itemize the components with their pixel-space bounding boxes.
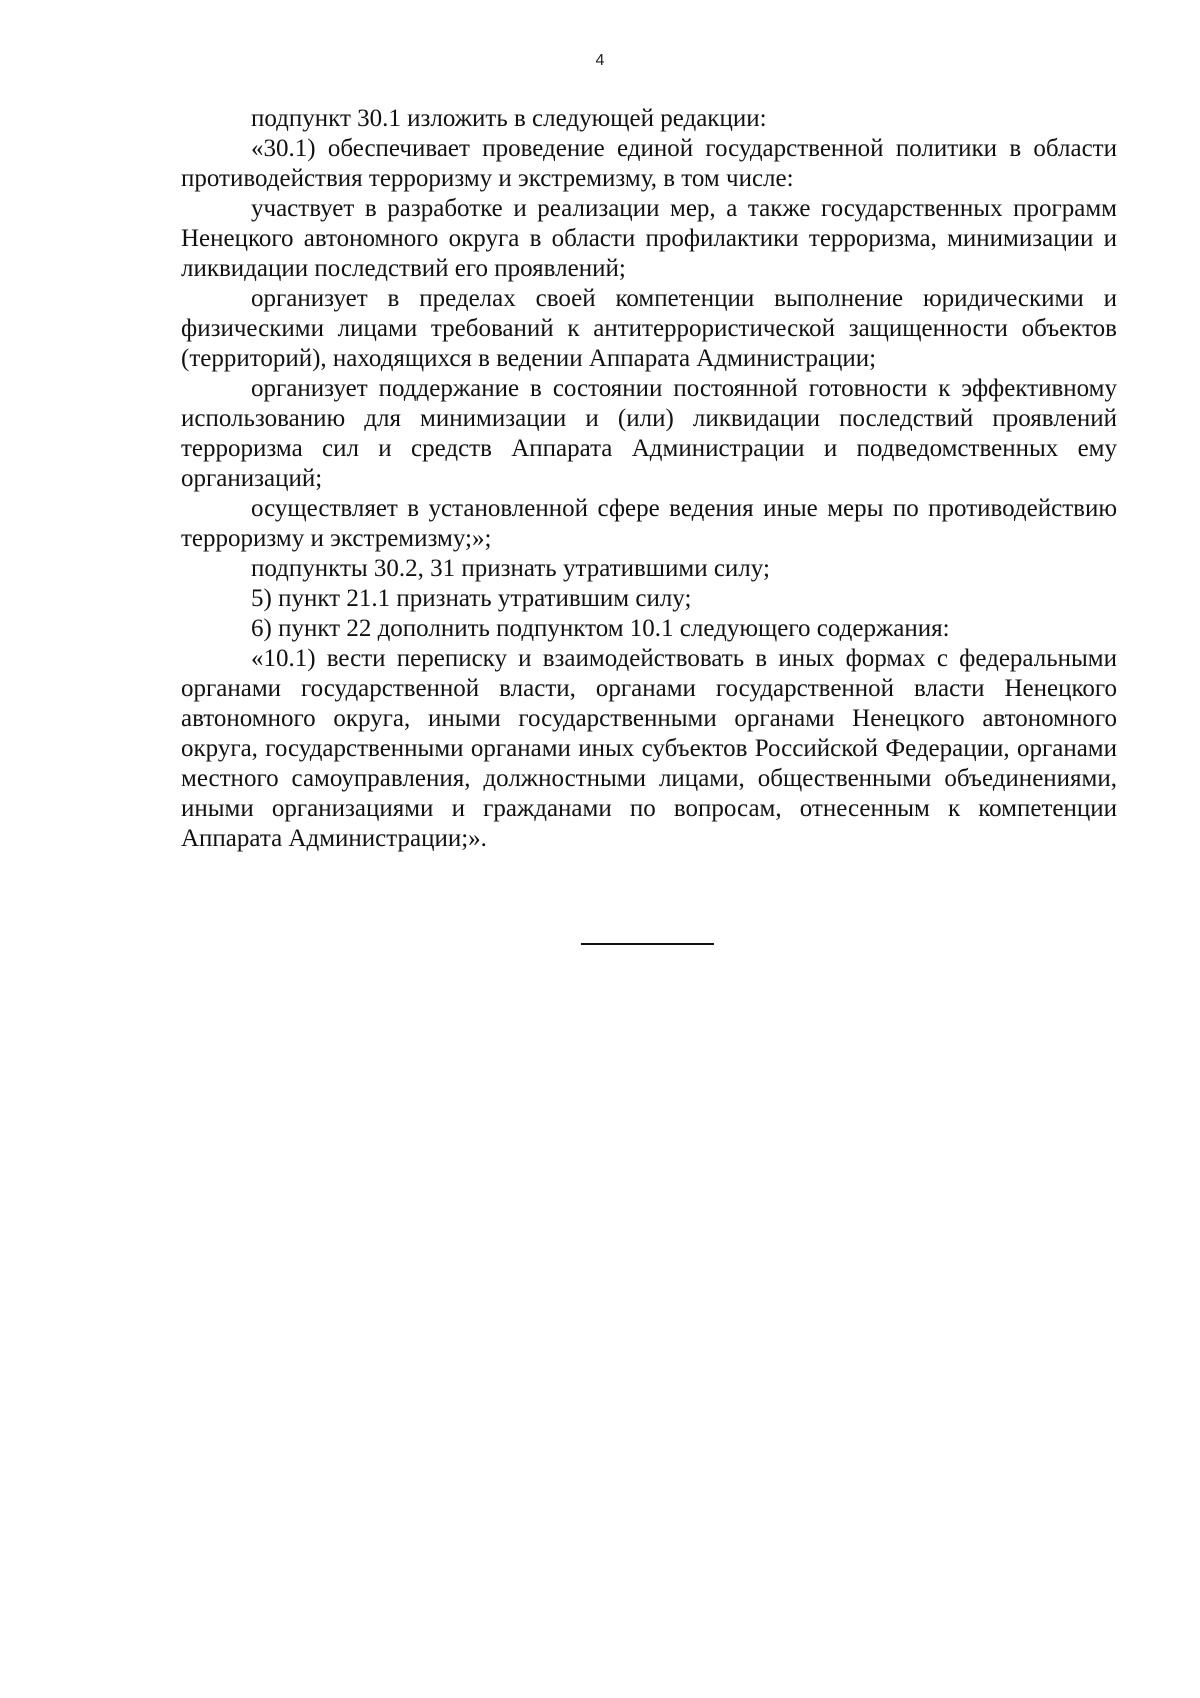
document-body	[181, 104, 1117, 854]
paragraph: подпункт 30.1 изложить в следующей редакции:	[251, 105, 767, 132]
paragraph: 5) пункт 21.1 признать утратившим силу;	[251, 585, 692, 612]
paragraph: осуществляет в установленной сфере ведения иные меры по противодействию терроризму и экстремизму;»;	[181, 495, 1117, 552]
paragraph: подпункты 30.2, 31 признать утратившими силу;	[251, 555, 770, 582]
paragraph: организует в пределах своей компетенции выполнение юридическими и физическими лицами требований к антитеррористической защищенности объектов (территорий), находящихся в ведении Аппарата Администрации;	[181, 285, 1117, 372]
paragraph: участвует в разработке и реализации мер, а также государственных программ Ненецкого автономного округа в области профилактики терроризма, минимизации и ликвидации последствий его проявлений;	[181, 195, 1117, 282]
page-number: 4	[595, 52, 605, 69]
paragraph: «10.1) вести переписку и взаимодействовать в иных формах с федеральными органами государственной власти, органами государственной власти Ненецкого автономного округа, иными государственными органами Ненецкого автономного округа, государственными органами иных субъектов Российской Федерации, органами местного самоуправления, должностными лицами, общественными объединениями, иными организациями и гражданами по вопросам, отнесенным к компетенции Аппарата Администрации;».	[181, 645, 1117, 852]
end-of-document-line	[581, 943, 714, 945]
paragraph: 6) пункт 22 дополнить подпунктом 10.1 следующего содержания:	[251, 615, 950, 642]
paragraph: организует поддержание в состоянии постоянной готовности к эффективному использованию для минимизации и (или) ликвидации последствий проявлений терроризма сил и средств Аппарата Администрации и подведомственных ему организаций;	[181, 375, 1117, 492]
paragraph: «30.1) обеспечивает проведение единой государственной политики в области противодействия терроризму и экстремизму, в том числе:	[181, 135, 1117, 192]
